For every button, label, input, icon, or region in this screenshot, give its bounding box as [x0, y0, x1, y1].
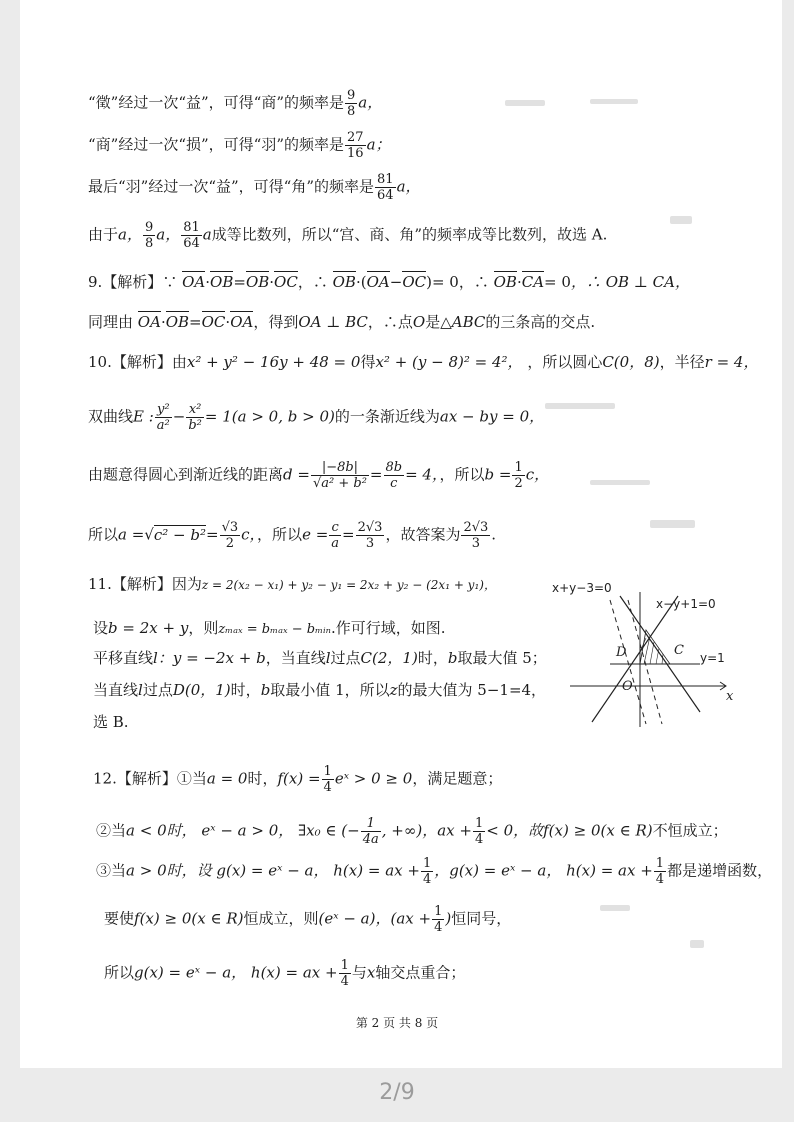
math-symbol: − [172, 407, 186, 426]
math-text: = 4， [405, 465, 440, 484]
feasible-region-figure [550, 572, 740, 732]
fraction: $\frac{1}{4a}$ [362, 816, 379, 847]
vector: OB [493, 273, 517, 291]
math-symbol: · [160, 313, 166, 331]
vector: OB [245, 273, 270, 291]
scan-smudge [590, 99, 638, 104]
math-text: ，g(x) = eˣ − a， h(x) = ax + [434, 861, 653, 880]
vector: OB [165, 313, 190, 331]
scan-smudge [670, 216, 692, 224]
text-segment: 都是递增函数， [667, 861, 773, 880]
text-segment: 的最大值为 5−1=4， [397, 681, 547, 699]
q9-line-1: 9.【解析】∵ OA·OB=OB·OC，∴ OB·(OA−OC)= 0，∴ OB·CA= 0，∴ OB ⊥ CA， [88, 273, 690, 291]
fraction: $\frac{1}{4}$ [655, 856, 665, 887]
text-segment: ③当 [96, 861, 127, 880]
math-var: l [138, 681, 143, 699]
math-text: c， [241, 525, 258, 544]
text-segment: 所以 [88, 525, 119, 544]
text-segment: 所以 [104, 963, 135, 982]
label-x-axis: x [726, 689, 734, 704]
math-symbol: = [189, 313, 202, 331]
text-segment: ，则 [188, 619, 219, 637]
fraction: $\frac{\text{y²}}{\text{a²}}$ [156, 402, 170, 433]
text-segment: 取最大值 5； [457, 649, 547, 667]
math-var: z [389, 681, 398, 699]
text-segment: 恒成立，则 [243, 909, 319, 928]
math-text: c² − b² [153, 525, 206, 544]
fraction: $\frac{8b}{c}$ [385, 460, 403, 491]
math-text: r = 4， [704, 353, 759, 371]
text-segment: 不恒成立； [652, 821, 728, 840]
math-text: d = [283, 465, 310, 484]
math-symbol: · [269, 273, 275, 291]
fraction: $\frac{1}{4}$ [340, 958, 349, 989]
math-text: △ABC [440, 313, 486, 331]
scan-smudge [590, 480, 650, 485]
math-text: (eˣ − a)， [318, 909, 391, 928]
math-text: e = [302, 525, 329, 544]
math-text: = 1(a > 0, b > 0) [204, 407, 335, 426]
vector: OA [230, 313, 254, 331]
text-segment: 取最小值 1，所以 [270, 681, 390, 699]
text-segment: ，∴点 [367, 313, 413, 331]
text-line [88, 88, 382, 119]
math-text: f(x) ≥ 0(x ∈ R) [134, 909, 244, 928]
fraction: $\frac{2√3}{3}$ [357, 520, 383, 551]
q11-line-2 [93, 618, 445, 640]
text-segment: 设 [93, 619, 109, 637]
text-segment: 当直线 [93, 681, 139, 699]
math-text: a = 0 [206, 769, 248, 788]
label-y-equals-1: y=1 [700, 651, 725, 665]
math-var: b [447, 649, 458, 667]
text-segment: ②当 [96, 821, 127, 840]
math-text: y = −2x + b [172, 649, 266, 667]
fraction: $\frac{9}{8}$ [144, 220, 154, 251]
vector: OC [402, 273, 427, 291]
q12-line-5 [104, 958, 465, 989]
math-symbol: = [206, 525, 219, 544]
q11-line-4 [93, 680, 546, 700]
text-segment: 轴交点重合； [375, 963, 466, 982]
text-segment: 11.【解析】因为 [88, 575, 202, 593]
fraction: $\frac{1}{4}$ [323, 764, 332, 795]
q10-line-1 [88, 352, 758, 372]
text-segment: 12.【解析】①当 [93, 769, 207, 788]
fraction: $\frac{1}{4}$ [474, 816, 484, 847]
math-var: O [412, 313, 426, 331]
math-var: l [325, 649, 331, 667]
fraction: $\frac{|-8b|}{\text{√a² + b²}}$ [312, 460, 367, 491]
fraction: $\frac{\text{x²}}{\text{b²}}$ [188, 402, 202, 433]
text-segment: 最后“羽”经过一次“益”，可得“角”的频率是 [88, 177, 375, 196]
math-text: (ax + [390, 909, 432, 928]
text-segment: 成等比数列，所以“宫、商、角”的频率成等比数列，故选 A. [211, 225, 608, 244]
math-text: c， [525, 465, 550, 484]
math-text: b = [484, 465, 512, 484]
q11-line-3 [93, 648, 547, 668]
math-text: 时，设 g(x) = eˣ − a， h(x) = ax + [166, 861, 420, 880]
line-x-minus-y-plus-1 [592, 596, 678, 722]
page-footer: 第 2 页 共 8 页 [355, 1016, 439, 1030]
text-segment: ，故答案为 [385, 525, 461, 544]
math-text: ax + [437, 821, 472, 840]
q10-line-4: 所以a =√c² − b²= $\frac{√3}{2}$ c，，所以e = $\frac{c}{a}$ = $\frac{2√3}{3}$ ，故答案为 $\frac{2√3}{3}$ . [88, 520, 497, 551]
math-text: ) [445, 909, 452, 928]
math-symbol: ∵ [162, 273, 178, 291]
text-segment: 是 [425, 313, 441, 331]
math-text: f(x) ≥ 0(x ∈ R) [543, 821, 653, 840]
math-var: x [366, 963, 376, 982]
math-text: , +∞)， [381, 821, 438, 840]
math-text: D(0，1) [172, 681, 231, 699]
math-text: ax − by = 0， [439, 407, 545, 426]
math-symbol: = [233, 273, 246, 291]
math-text: C(2，1) [360, 649, 418, 667]
label-line-1: x+y−3=0 [552, 581, 612, 595]
math-text: eˣ > 0 ≥ 0 [334, 769, 413, 788]
math-text: x² + (y − 8)² = 4²， [375, 353, 523, 371]
text-segment: ，所以 [257, 525, 303, 544]
fraction: $\frac{27}{16}$ [347, 130, 364, 161]
math-symbol: ，∴ [297, 273, 328, 291]
page-counter: 2/9 [379, 1080, 415, 1105]
text-segment: 10.【解析】由 [88, 353, 187, 371]
math-var: a， [396, 177, 421, 196]
text-segment: 的三条高的交点. [485, 313, 596, 331]
text-segment: 由于 [88, 225, 119, 244]
math-text: 时， eˣ − a > 0， ∃x₀ ∈ (− [166, 821, 360, 840]
text-line [88, 130, 391, 161]
text-segment: 过点 [142, 681, 173, 699]
vector: CA [521, 273, 545, 291]
text-segment: 选 B. [93, 713, 129, 731]
math-var: a [202, 225, 212, 244]
math-var: a， [358, 93, 383, 112]
text-segment: 与 [351, 963, 367, 982]
math-symbol: · [355, 273, 361, 291]
label-point-d: D [616, 645, 627, 660]
text-segment: 由题意得圆心到渐近线的距离 [88, 465, 284, 484]
q12-line-2 [96, 816, 728, 847]
math-text: C(0，8) [602, 353, 660, 371]
scan-smudge [690, 940, 704, 948]
math-symbol: · [225, 313, 231, 331]
text-segment: ，满足题意； [412, 769, 503, 788]
q12-line-1 [93, 764, 502, 795]
scan-smudge [600, 905, 630, 911]
fraction: $\frac{1}{4}$ [422, 856, 432, 887]
text-segment: ，所以圆心 [527, 353, 603, 371]
q11-line-5 [93, 712, 129, 732]
math-text: z = 2(x₂ − x₁) + y₂ − y₁ = 2x₂ + y₂ − (2x₁ + y₁)， [201, 578, 496, 592]
math-text: g(x) = eˣ − a， h(x) = ax + [134, 963, 338, 982]
text-segment: 时， [417, 649, 448, 667]
vector: OB [210, 273, 234, 291]
vector: OA [366, 273, 390, 291]
text-segment: 同理由 [88, 313, 134, 331]
math-text: = 0，∴ [431, 273, 489, 291]
text-line [88, 220, 607, 251]
math-var: a， [118, 225, 142, 244]
q10-line-3 [88, 460, 549, 491]
region-hatch [640, 636, 663, 664]
text-segment: 得 [360, 353, 376, 371]
label-origin: O [622, 679, 633, 694]
math-text: E : [133, 407, 154, 426]
math-text: a > 0 [126, 861, 167, 880]
scan-smudge [505, 100, 545, 106]
text-segment: .作可行域，如图. [330, 619, 446, 637]
fraction: $\frac{2√3}{3}$ [463, 520, 489, 551]
q10-line-2 [88, 402, 544, 433]
vector: OC [274, 273, 298, 291]
math-text: l： [153, 649, 173, 667]
text-segment: 要使 [104, 909, 135, 928]
fraction: $\frac{c}{a}$ [331, 520, 340, 551]
q11-line-1 [88, 574, 496, 595]
math-text: zₘₐₓ = bₘₐₓ − bₘᵢₙ [218, 622, 331, 637]
text-segment: 过点 [330, 649, 361, 667]
fraction: $\frac{9}{8}$ [347, 88, 356, 119]
text-segment: 的一条渐近线为 [334, 407, 440, 426]
math-text: = 0 [544, 273, 571, 291]
text-segment: 恒同号， [451, 909, 512, 928]
text-line [88, 172, 421, 203]
scan-smudge [650, 520, 695, 528]
math-symbol: = [369, 465, 383, 484]
math-symbol: . [491, 525, 497, 544]
vector: OA [182, 273, 206, 291]
math-text: OA ⊥ BC [298, 313, 368, 331]
math-symbol: · [516, 273, 522, 291]
text-segment: ，半径 [659, 353, 705, 371]
math-text: ，∴ OB ⊥ CA， [570, 273, 690, 291]
fraction: $\frac{81}{64}$ [377, 172, 394, 203]
text-segment: ，所以 [439, 465, 485, 484]
vector: OA [137, 313, 161, 331]
text-segment: 9.【解析】 [88, 273, 163, 291]
math-text: b = 2x + y [108, 619, 189, 637]
label-line-2: x−y+1=0 [656, 597, 716, 611]
math-text: x² + y² − 16y + 48 = 0 [186, 353, 361, 371]
fraction: $\frac{81}{64}$ [183, 220, 200, 251]
text-segment: 双曲线 [88, 407, 134, 426]
q12-line-4 [104, 904, 511, 935]
text-segment: ，当直线 [265, 649, 326, 667]
math-text: < 0，故 [486, 821, 544, 840]
text-segment: 时， [247, 769, 278, 788]
math-text: f(x) = [277, 769, 321, 788]
math-var: b [260, 681, 271, 699]
text-segment: “商”经过一次“损”，可得“羽”的频率是 [88, 135, 345, 154]
text-segment: 时， [230, 681, 261, 699]
text-segment: “徵”经过一次“益”，可得“商”的频率是 [88, 93, 345, 112]
fraction: $\frac{1}{4}$ [434, 904, 443, 935]
math-text: a = [118, 525, 145, 544]
q12-line-3 [96, 856, 772, 887]
math-var: a； [366, 135, 391, 154]
math-symbol: = [342, 525, 355, 544]
q9-line-2 [88, 312, 595, 332]
label-point-c: C [674, 643, 684, 658]
vector: OB [332, 273, 356, 291]
scan-smudge [545, 403, 615, 409]
math-symbol: · [205, 273, 211, 291]
fraction: $\frac{√3}{2}$ [221, 520, 239, 551]
text-segment: ，得到 [253, 313, 299, 331]
vector: OC [201, 313, 226, 331]
fraction: $\frac{1}{2}$ [514, 460, 523, 491]
text-segment: 平移直线 [93, 649, 154, 667]
math-var: a， [156, 225, 181, 244]
math-text: a < 0 [126, 821, 167, 840]
